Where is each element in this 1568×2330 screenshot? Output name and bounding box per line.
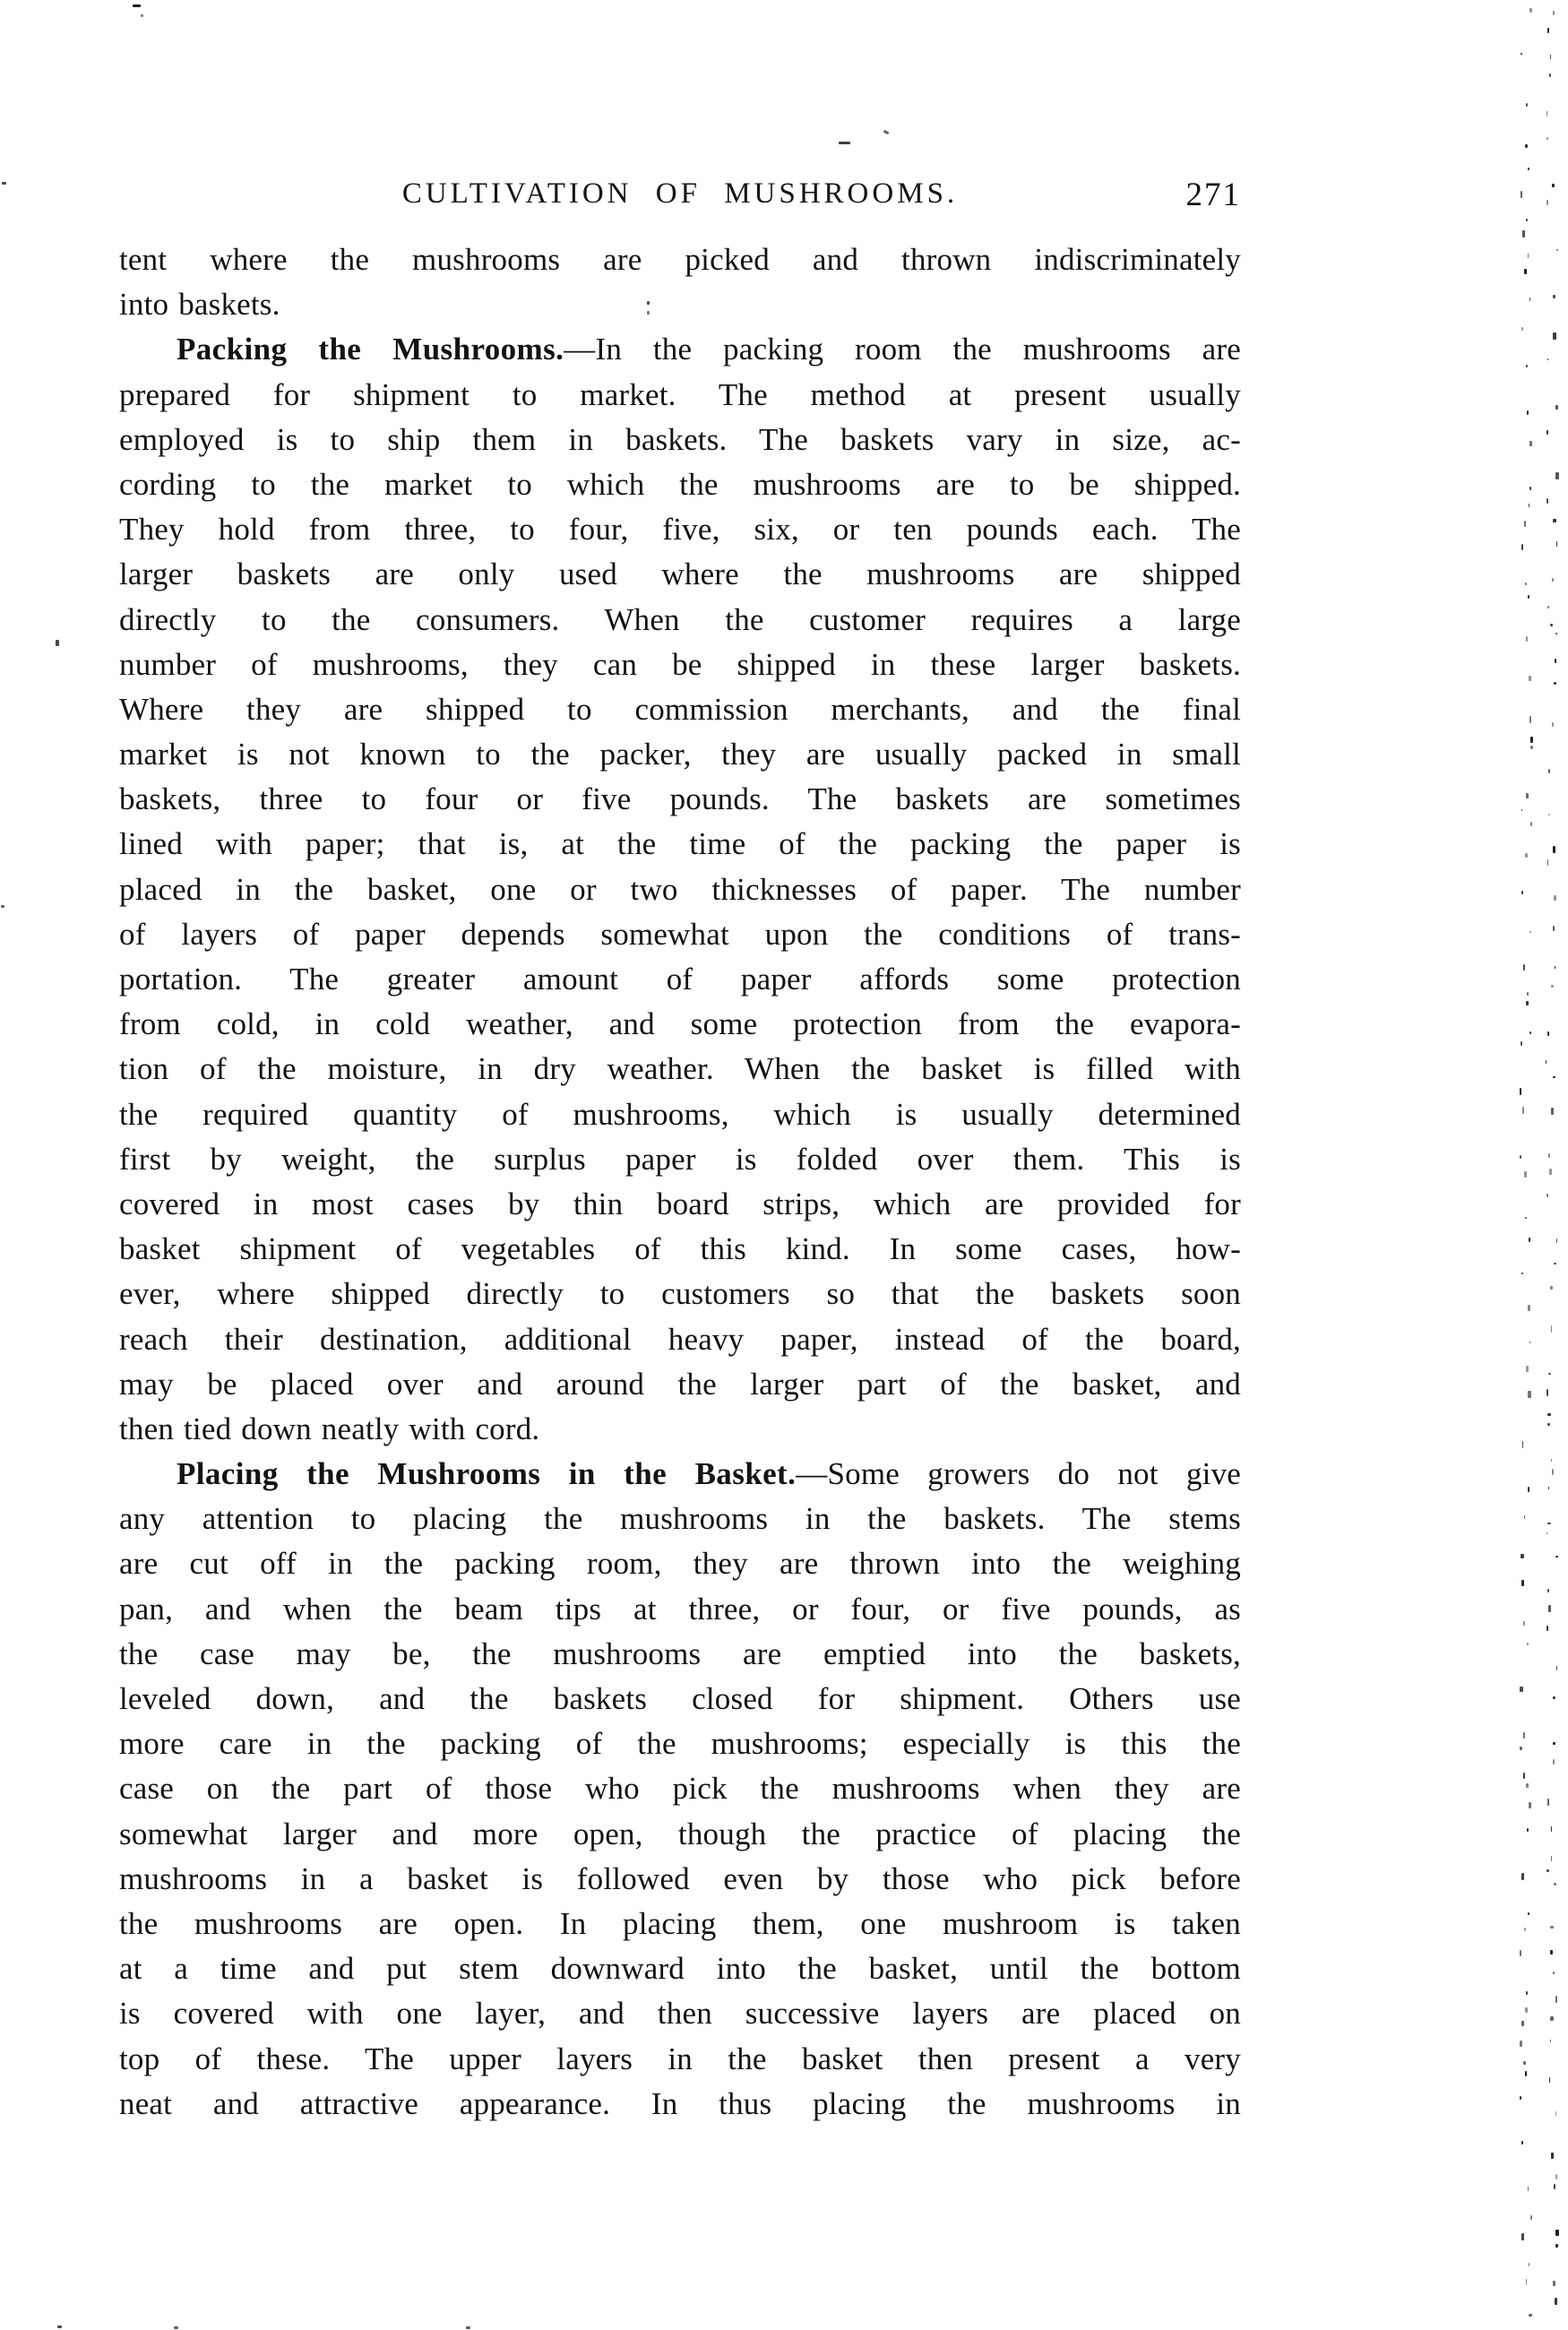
scan-noise-dot xyxy=(1521,53,1522,55)
scan-noise-dot xyxy=(1529,1031,1531,1034)
line-text: reach their destination, additional heavy paper, instead of the board, xyxy=(119,1321,1241,1357)
scan-noise-dot xyxy=(1553,1972,1555,1975)
line-text: are cut off in the packing room, they are thrown into the weighing xyxy=(119,1546,1241,1582)
scan-noise-dot xyxy=(1520,2096,1521,2101)
text-line xyxy=(119,1227,1241,1272)
scan-noise-dot xyxy=(1524,1515,1526,1519)
scan-noise-dot xyxy=(1526,365,1529,367)
scan-noise-dot xyxy=(1550,1286,1553,1290)
scan-noise-dot xyxy=(1528,595,1529,600)
text-line xyxy=(119,418,1241,462)
scan-noise-dot xyxy=(1549,1169,1552,1175)
text-line xyxy=(119,1587,1241,1632)
scan-noise-dot xyxy=(1556,1238,1557,1244)
scan-noise-dot xyxy=(1526,103,1528,108)
scan-noise-dot xyxy=(1546,430,1547,434)
scan-noise-dot xyxy=(1549,2077,1551,2083)
text-line xyxy=(119,732,1241,777)
scan-noise-dot xyxy=(1547,1799,1548,1806)
scan-noise-dot xyxy=(1529,2314,1531,2317)
scan-noise-dot xyxy=(1555,2230,1558,2236)
page-header xyxy=(119,177,1241,219)
line-text: ever, where shipped directly to customers so that the baskets soon xyxy=(119,1276,1241,1312)
scan-noise-dot xyxy=(1553,295,1555,298)
scan-noise-dot xyxy=(1546,137,1547,139)
scan-noise-dot xyxy=(1521,1580,1524,1586)
scan-speck xyxy=(2,182,6,185)
scan-noise-dot xyxy=(1524,269,1527,274)
scan-noise-dot xyxy=(1521,1041,1522,1046)
scan-noise-dot xyxy=(1521,2021,1524,2026)
scan-noise-dot xyxy=(1526,1991,1528,1995)
scan-speck xyxy=(1,905,4,908)
line-text: case on the part of those who pick the mushrooms when they are xyxy=(119,1771,1241,1807)
scan-noise-dot xyxy=(1551,1108,1554,1114)
scan-noise-dot xyxy=(1547,1031,1550,1036)
scan-noise-dot xyxy=(1556,541,1557,547)
scan-noise-dot xyxy=(1555,2244,1558,2248)
scan-noise-dot xyxy=(1554,1263,1556,1264)
scan-noise-dot xyxy=(1530,746,1533,748)
text-line xyxy=(119,1812,1241,1857)
scan-noise-dot xyxy=(1520,1687,1522,1692)
scan-noise-dot xyxy=(1554,2184,1556,2190)
line-text: baskets, three to four or five pounds. The baskets are sometimes xyxy=(119,781,1241,817)
scan-noise-dot xyxy=(1547,1589,1549,1592)
text-line xyxy=(119,507,1241,552)
scan-noise-dot xyxy=(1551,1459,1552,1462)
text-line xyxy=(119,1722,1241,1766)
scan-noise-dot xyxy=(1522,230,1525,237)
scan-noise-dot xyxy=(1524,521,1526,527)
scan-noise-dot xyxy=(1523,964,1524,971)
scan-noise-dot xyxy=(1527,1643,1529,1645)
scan-noise-dot xyxy=(1521,2141,1523,2144)
scan-noise-dot xyxy=(1555,2298,1557,2304)
text-line xyxy=(119,1766,1241,1811)
scan-noise-dot xyxy=(1546,1626,1548,1631)
scan-noise-dot xyxy=(1528,2187,1529,2191)
scan-noise-dot xyxy=(1523,1732,1524,1739)
scan-noise-dot xyxy=(1551,1826,1553,1832)
scan-noise-dot xyxy=(1529,441,1531,447)
scan-noise-dot xyxy=(1529,931,1531,934)
line-text: is covered with one layer, and then successive layers are placed on xyxy=(119,1996,1241,2032)
scan-noise-dot xyxy=(1529,8,1532,13)
text-line xyxy=(119,1407,1241,1452)
scan-noise-dot xyxy=(1530,2215,1532,2220)
scan-noise-dot xyxy=(1530,737,1533,743)
scan-noise-dot xyxy=(1553,1076,1555,1079)
scan-noise-dot xyxy=(1523,1773,1525,1779)
scan-noise-dot xyxy=(1555,1996,1557,2003)
scan-noise-dot xyxy=(1524,1171,1527,1178)
line-text: portation. The greater amount of paper affords some protection xyxy=(119,962,1241,997)
text-line xyxy=(119,912,1241,957)
text-line xyxy=(119,237,1241,282)
scan-noise-dot xyxy=(1526,219,1527,221)
section-heading: Packing the Mushrooms. xyxy=(177,332,564,367)
line-text: cording to the market to which the mushrooms are to be shipped. xyxy=(119,466,1241,502)
scan-noise-dot xyxy=(1553,332,1555,340)
line-text: covered in most cases by thin board strips, which are provided for xyxy=(119,1186,1241,1221)
scan-noise-dot xyxy=(1552,578,1554,582)
line-text: basket shipment of vegetables of this kind. In some cases, how- xyxy=(119,1231,1241,1267)
scan-noise-dot xyxy=(1546,1869,1549,1872)
scan-noise-dot xyxy=(1527,410,1529,414)
scan-noise-dot xyxy=(1526,2279,1527,2284)
scan-noise-dot xyxy=(1525,2071,1528,2076)
scan-noise-dot xyxy=(1525,582,1527,586)
text-line xyxy=(119,1452,1241,1497)
scan-noise-dot xyxy=(1527,992,1529,996)
scan-speck xyxy=(883,130,890,134)
scan-noise-dot xyxy=(1528,254,1529,258)
page-number: 271 xyxy=(1185,177,1241,213)
scan-noise-dot xyxy=(1556,1666,1557,1670)
scan-noise-dot xyxy=(1521,1554,1523,1558)
text-line xyxy=(119,1857,1241,1902)
scan-noise-dot xyxy=(1530,822,1532,826)
scan-noise-dot xyxy=(1553,519,1555,522)
scan-speck xyxy=(174,2326,178,2329)
text-line xyxy=(119,867,1241,912)
scan-noise-dot xyxy=(1550,2016,1553,2020)
scan-noise-dot xyxy=(1554,1883,1555,1885)
scan-noise-dot xyxy=(1527,1828,1528,1831)
text-line xyxy=(119,2037,1241,2082)
scan-noise-dot xyxy=(1526,1366,1529,1372)
text-line xyxy=(119,1902,1241,1946)
line-text: from cold, in cold weather, and some protection from the evapora- xyxy=(119,1006,1241,1042)
text-line xyxy=(119,282,1241,327)
scan-noise-dot xyxy=(1546,498,1548,505)
scan-noise-dot xyxy=(1528,1391,1530,1397)
scan-noise-dot xyxy=(1528,168,1529,170)
scan-noise-dot xyxy=(1553,1696,1555,1699)
line-text: top of these. The upper layers in the basket then present a very xyxy=(119,2041,1241,2076)
scan-noise-dot xyxy=(1547,1413,1550,1416)
scan-noise-dot xyxy=(1529,1802,1530,1808)
line-text: neat and attractive appearance. In thus placing the mushrooms in xyxy=(119,2085,1241,2121)
scan-noise-dot xyxy=(1553,926,1555,931)
scan-speck xyxy=(56,640,59,646)
text-line xyxy=(119,462,1241,507)
scan-noise-dot xyxy=(1548,1153,1550,1157)
text-line xyxy=(119,1632,1241,1677)
line-text: market is not known to the packer, they are usually packed in small xyxy=(119,737,1241,772)
scan-noise-dot xyxy=(1548,1373,1551,1375)
scan-noise-dot xyxy=(1521,809,1522,811)
line-text: tent where the mushrooms are picked and thrown indiscriminately xyxy=(119,242,1241,277)
scan-noise-dot xyxy=(1555,2111,1556,2116)
scan-noise-dot xyxy=(1520,1747,1522,1750)
line-text: number of mushrooms, they can be shipped in these larger baskets. xyxy=(119,646,1241,682)
scan-noise-dot xyxy=(1526,636,1528,642)
line-text: any attention to placing the mushrooms in the baskets. The stems xyxy=(119,1501,1241,1537)
scan-noise-dot xyxy=(1520,1088,1521,1095)
scan-noise-dot xyxy=(1555,405,1558,410)
line-text: lined with paper; that is, at the time of the packing the paper is xyxy=(119,826,1241,862)
scan-noise-dot xyxy=(1522,1107,1524,1114)
scan-noise-dot xyxy=(1552,1469,1554,1475)
scan-noise-dot xyxy=(1554,682,1556,685)
line-text: into baskets. xyxy=(119,287,280,323)
text-line xyxy=(119,1946,1241,1991)
scan-noise-dot xyxy=(1546,1532,1547,1535)
scan-speck xyxy=(141,14,143,17)
text-line xyxy=(119,1092,1241,1137)
text-line xyxy=(119,1182,1241,1227)
scan-speck xyxy=(647,311,650,315)
scan-noise-dot xyxy=(1546,1194,1547,1197)
text-line xyxy=(119,598,1241,643)
scan-noise-dot xyxy=(1521,327,1522,332)
text-line xyxy=(119,552,1241,597)
scan-noise-dot xyxy=(1528,1305,1530,1310)
scan-speck xyxy=(647,301,650,305)
text-line xyxy=(119,1137,1241,1182)
text-line xyxy=(119,1002,1241,1047)
scan-noise-dot xyxy=(1553,1742,1555,1745)
line-text: the required quantity of mushrooms, which is usually determined xyxy=(119,1096,1241,1132)
scan-noise-dot xyxy=(1551,1856,1552,1861)
scan-noise-dot xyxy=(1550,2040,1551,2041)
scan-noise-dot xyxy=(1521,1873,1524,1880)
line-text: —In the packing room the mushrooms are xyxy=(564,332,1241,367)
scan-noise-dot xyxy=(1548,1605,1551,1612)
scan-noise-dot xyxy=(1529,676,1531,680)
scan-speck xyxy=(57,2326,62,2328)
text-line xyxy=(119,1272,1241,1316)
scan-noise-dot xyxy=(1546,1389,1548,1396)
text-line xyxy=(119,643,1241,687)
scan-noise-dot xyxy=(1553,11,1555,15)
line-text: They hold from three, to four, five, six, or ten pounds each. The xyxy=(119,512,1241,548)
line-text: Where they are shipped to commission merchants, and the final xyxy=(119,691,1241,727)
scan-noise-dot xyxy=(1529,487,1531,490)
text-line xyxy=(119,1991,1241,2036)
scan-noise-dot xyxy=(1555,472,1558,479)
line-text: placed in the basket, one or two thicknesses of paper. The number xyxy=(119,871,1241,907)
scan-noise-dot xyxy=(1551,1325,1553,1333)
scan-noise-dot xyxy=(1547,606,1549,608)
scan-noise-dot xyxy=(1553,2281,1555,2285)
line-text: directly to the consumers. When the customer requires a large xyxy=(119,601,1241,637)
line-text: the mushrooms are open. In placing them, one mushroom is taken xyxy=(119,1905,1241,1941)
scan-noise-dot xyxy=(1550,624,1553,626)
scan-noise-dot xyxy=(1551,985,1553,988)
text-line xyxy=(119,957,1241,1002)
text-line xyxy=(119,373,1241,418)
text-line xyxy=(119,687,1241,732)
scan-noise-dot xyxy=(1553,846,1555,853)
scan-noise-dot xyxy=(1529,298,1530,301)
text-line xyxy=(119,327,1241,372)
line-text: the case may be, the mushrooms are emptied into the baskets, xyxy=(119,1635,1241,1671)
scan-noise-dot xyxy=(1522,1441,1523,1448)
scan-noise-dot xyxy=(1552,722,1554,727)
text-line xyxy=(119,1362,1241,1407)
scan-noise-dot xyxy=(1555,2174,1557,2179)
scan-noise-dot xyxy=(1521,1273,1522,1274)
scan-noise-dot xyxy=(1556,249,1559,251)
line-text: employed is to ship them in baskets. The baskets vary in size, ac- xyxy=(119,421,1241,457)
scan-noise-dot xyxy=(1555,1556,1557,1558)
scan-noise-dot xyxy=(1526,793,1529,798)
line-text: larger baskets are only used where the mushrooms are shipped xyxy=(119,557,1241,592)
scan-noise-dot xyxy=(1525,144,1528,149)
text-line xyxy=(119,1677,1241,1722)
text-line xyxy=(119,1317,1241,1362)
scan-noise-dot xyxy=(1547,28,1549,33)
scan-noise-dot xyxy=(1547,358,1548,360)
scan-noise-dot xyxy=(1547,1423,1550,1426)
scan-noise-dot xyxy=(1521,2233,1524,2240)
scan-speck xyxy=(839,142,850,144)
scan-noise-dot xyxy=(1526,1783,1528,1788)
line-text: more care in the packing of the mushrooms; especially is this the xyxy=(119,1726,1241,1762)
scan-noise-dot xyxy=(1555,659,1556,663)
text-line xyxy=(119,1497,1241,1541)
scan-noise-dot xyxy=(1521,891,1523,895)
scan-speck xyxy=(466,2326,470,2329)
scan-noise-dot xyxy=(1524,1928,1526,1930)
scan-noise-dot xyxy=(1520,1155,1521,1159)
scan-noise-dot xyxy=(1550,1950,1552,1955)
scan-noise-dot xyxy=(1550,55,1551,59)
scan-noise-dot xyxy=(1547,1523,1550,1524)
scan-noise-dot xyxy=(1548,1487,1549,1489)
scan-noise-dot xyxy=(1548,769,1549,774)
scan-noise-dot xyxy=(1554,895,1556,901)
scan-noise-dot xyxy=(1551,2153,1554,2159)
scan-noise-dot xyxy=(1546,111,1547,117)
scan-noise-dot xyxy=(1523,1621,1525,1626)
scan-noise-dot xyxy=(1526,1001,1529,1005)
scan-noise-dot xyxy=(1552,184,1555,187)
line-text: leveled down, and the baskets closed for shipment. Others use xyxy=(119,1681,1241,1716)
line-text: mushrooms in a basket is followed even by those who pick before xyxy=(119,1860,1241,1896)
scan-noise-dot xyxy=(1521,544,1523,550)
scan-noise-dot xyxy=(1550,1926,1553,1929)
line-text: may be placed over and around the larger part of the basket, and xyxy=(119,1366,1241,1402)
line-text: first by weight, the surplus paper is folded over them. This is xyxy=(119,1141,1241,1177)
line-text: —Some growers do not give xyxy=(796,1456,1241,1492)
scan-noise-dot xyxy=(1525,853,1527,857)
text-line xyxy=(119,777,1241,822)
scan-noise-dot xyxy=(1520,2041,1522,2047)
text-line xyxy=(119,1541,1241,1586)
scan-speck xyxy=(133,4,141,7)
line-text: at a time and put stem downward into the basket, until the bottom xyxy=(119,1951,1241,1987)
line-text: tion of the moisture, in dry weather. When the basket is filled with xyxy=(119,1051,1241,1087)
scan-noise-dot xyxy=(1555,633,1557,634)
scan-noise-dot xyxy=(1525,2007,1528,2013)
scan-noise-dot xyxy=(1528,1487,1529,1492)
running-head-title: CULTIVATION OF MUSHROOMS. xyxy=(401,177,959,210)
scan-noise-dot xyxy=(1529,1342,1531,1343)
scan-noise-dot xyxy=(1547,859,1548,866)
scan-noise-dot xyxy=(1525,1217,1527,1219)
page-body xyxy=(119,237,1241,2127)
scan-noise-dot xyxy=(1549,73,1551,77)
scan-noise-dot xyxy=(1523,2061,1526,2065)
scan-noise-dot xyxy=(1520,1950,1521,1957)
line-text: somewhat larger and more open, though the practice of placing the xyxy=(119,1816,1241,1851)
text-line xyxy=(119,1047,1241,1092)
scan-noise-dot xyxy=(1529,1238,1530,1242)
section-heading: Placing the Mushrooms in the Basket. xyxy=(177,1456,797,1492)
line-text: of layers of paper depends somewhat upon the conditions of trans- xyxy=(119,916,1241,952)
scan-noise-dot xyxy=(1546,200,1547,205)
line-text: pan, and when the beam tips at three, or four, or five pounds, as xyxy=(119,1591,1241,1627)
line-text: prepared for shipment to market. The method at present usually xyxy=(119,376,1241,412)
line-text: then tied down neatly with cord. xyxy=(119,1411,540,1446)
scan-noise-dot xyxy=(1529,716,1531,723)
text-line xyxy=(119,2082,1241,2127)
scan-noise-dot xyxy=(1548,814,1550,816)
scan-noise-dot xyxy=(1528,1912,1529,1915)
text-line xyxy=(119,822,1241,867)
scan-noise-dot xyxy=(1553,1759,1555,1765)
